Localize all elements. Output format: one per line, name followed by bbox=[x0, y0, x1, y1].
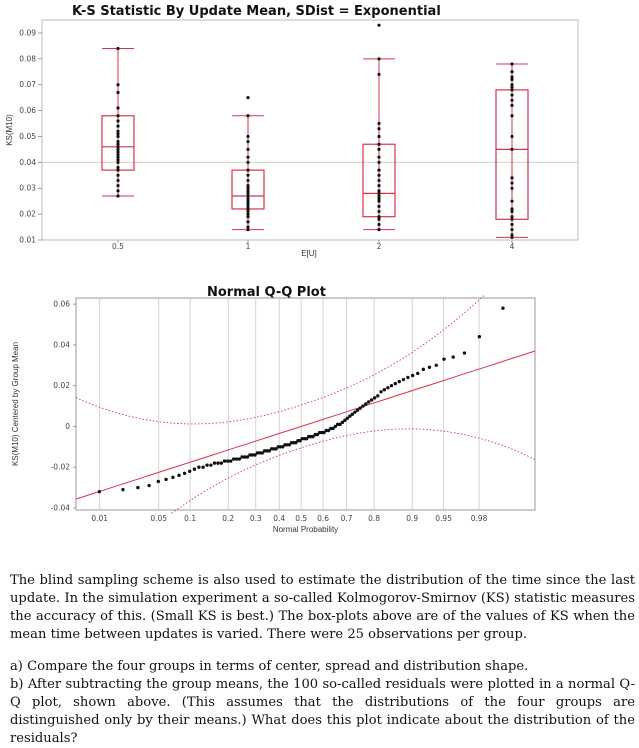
data-point bbox=[376, 394, 379, 397]
data-point bbox=[164, 478, 167, 481]
data-point bbox=[246, 225, 249, 228]
data-point bbox=[147, 484, 150, 487]
y-tick-label: 0.06 bbox=[53, 299, 70, 309]
data-point bbox=[205, 463, 208, 466]
data-point bbox=[238, 457, 241, 460]
data-point bbox=[510, 228, 513, 231]
data-point bbox=[510, 75, 513, 78]
data-point bbox=[116, 174, 119, 177]
data-point bbox=[377, 122, 380, 125]
data-point bbox=[435, 364, 438, 367]
data-point bbox=[216, 461, 219, 464]
data-point bbox=[406, 376, 409, 379]
x-tick-label: 0.05 bbox=[150, 514, 168, 523]
data-point bbox=[116, 47, 119, 50]
data-point bbox=[183, 472, 186, 475]
data-point bbox=[116, 130, 119, 133]
data-point bbox=[428, 366, 431, 369]
data-point bbox=[377, 184, 380, 187]
y-axis-label: KS(M10) Centered by Group Mean bbox=[11, 341, 20, 467]
x-tick-label: 0.7 bbox=[340, 514, 353, 523]
data-point bbox=[501, 306, 504, 309]
x-tick-label: 2 bbox=[376, 242, 382, 251]
data-point bbox=[377, 210, 380, 213]
x-tick-label: 0.95 bbox=[435, 514, 452, 523]
x-tick-label: 0.2 bbox=[222, 514, 235, 523]
data-point bbox=[390, 384, 393, 387]
data-point bbox=[171, 476, 174, 479]
data-point bbox=[223, 459, 226, 462]
data-point bbox=[377, 73, 380, 76]
data-point bbox=[226, 459, 229, 462]
data-point bbox=[116, 179, 119, 182]
data-point bbox=[442, 357, 445, 360]
data-point bbox=[136, 486, 139, 489]
data-point bbox=[116, 91, 119, 94]
data-point bbox=[116, 125, 119, 128]
x-axis-label: E[U] bbox=[301, 249, 317, 258]
data-point bbox=[377, 223, 380, 226]
plot-frame bbox=[42, 20, 578, 240]
x-tick-label: 0.5 bbox=[112, 242, 124, 251]
y-tick-label: -0.04 bbox=[50, 503, 70, 513]
data-point bbox=[373, 396, 376, 399]
data-point bbox=[398, 380, 401, 383]
data-point bbox=[510, 223, 513, 226]
x-tick-label: 0.6 bbox=[317, 514, 330, 523]
data-point bbox=[377, 143, 380, 146]
data-point bbox=[367, 400, 370, 403]
data-point bbox=[121, 488, 124, 491]
data-point bbox=[510, 181, 513, 184]
data-point bbox=[116, 114, 119, 117]
data-point bbox=[510, 83, 513, 86]
data-point bbox=[510, 207, 513, 210]
data-point bbox=[246, 140, 249, 143]
data-point bbox=[157, 480, 160, 483]
upper-confidence-band bbox=[76, 294, 485, 424]
data-point bbox=[377, 127, 380, 130]
y-tick-label: 0.04 bbox=[19, 157, 36, 167]
data-point bbox=[220, 461, 223, 464]
y-tick-label: 0.04 bbox=[53, 340, 70, 350]
data-point bbox=[377, 148, 380, 151]
data-point bbox=[379, 390, 382, 393]
x-tick-label: 0.01 bbox=[91, 514, 109, 523]
boxplot-chart bbox=[0, 0, 639, 268]
data-point bbox=[116, 166, 119, 169]
problem-text bbox=[10, 572, 635, 748]
data-point bbox=[510, 70, 513, 73]
data-point bbox=[377, 228, 380, 231]
qq-plot-title: Normal Q-Q Plot bbox=[207, 285, 326, 300]
data-point bbox=[246, 135, 249, 138]
data-point bbox=[422, 368, 425, 371]
data-point bbox=[510, 93, 513, 96]
data-point bbox=[213, 461, 216, 464]
data-point bbox=[246, 179, 249, 182]
data-point bbox=[188, 470, 191, 473]
y-tick-label: 0.02 bbox=[19, 209, 36, 219]
data-point bbox=[98, 490, 101, 493]
x-tick-label: 0.5 bbox=[295, 514, 308, 523]
y-tick-label: 0.09 bbox=[19, 28, 36, 38]
data-point bbox=[246, 220, 249, 223]
data-point bbox=[116, 119, 119, 122]
data-point bbox=[510, 135, 513, 138]
data-point bbox=[510, 215, 513, 218]
data-point bbox=[510, 176, 513, 179]
data-point bbox=[416, 372, 419, 375]
data-point bbox=[377, 205, 380, 208]
x-tick-label: 0.3 bbox=[249, 514, 262, 523]
data-point bbox=[229, 459, 232, 462]
data-point bbox=[209, 463, 212, 466]
y-tick-label: 0.01 bbox=[19, 235, 36, 245]
fit-line bbox=[76, 351, 535, 499]
data-point bbox=[510, 200, 513, 203]
data-point bbox=[246, 156, 249, 159]
data-point bbox=[510, 62, 513, 65]
x-tick-label: 1 bbox=[245, 242, 251, 251]
y-tick-label: 0.07 bbox=[19, 80, 36, 90]
y-tick-label: 0 bbox=[65, 421, 70, 431]
x-tick-label: 0.8 bbox=[368, 514, 381, 523]
data-point bbox=[246, 96, 249, 99]
qq-plot-chart bbox=[0, 280, 639, 540]
data-point bbox=[116, 83, 119, 86]
data-point bbox=[451, 355, 454, 358]
y-tick-label: 0.02 bbox=[53, 381, 70, 391]
x-tick-label: 0.1 bbox=[184, 514, 197, 523]
data-point bbox=[377, 57, 380, 60]
data-point bbox=[370, 398, 373, 401]
data-point bbox=[411, 374, 414, 377]
data-point bbox=[377, 135, 380, 138]
data-point bbox=[510, 99, 513, 102]
data-point bbox=[463, 351, 466, 354]
data-point bbox=[377, 215, 380, 218]
y-tick-label: 0.03 bbox=[19, 183, 36, 193]
data-point bbox=[246, 184, 249, 187]
data-point bbox=[359, 406, 362, 409]
data-point bbox=[394, 382, 397, 385]
problem-part-a: a) Compare the four groups in terms of center, spread and distribution shape. bbox=[10, 659, 529, 674]
data-point bbox=[197, 465, 200, 468]
data-point bbox=[116, 194, 119, 197]
data-point bbox=[193, 468, 196, 471]
lower-confidence-band bbox=[172, 429, 535, 513]
data-point bbox=[510, 104, 513, 107]
data-point bbox=[116, 189, 119, 192]
y-tick-label: -0.02 bbox=[50, 462, 70, 472]
data-point bbox=[510, 187, 513, 190]
y-tick-label: 0.06 bbox=[19, 106, 36, 116]
data-point bbox=[246, 161, 249, 164]
data-point bbox=[116, 106, 119, 109]
x-axis-label: Normal Probability bbox=[272, 525, 339, 534]
y-tick-label: 0.08 bbox=[19, 54, 36, 64]
data-point bbox=[377, 174, 380, 177]
data-point bbox=[177, 474, 180, 477]
data-point bbox=[377, 156, 380, 159]
data-point bbox=[246, 174, 249, 177]
data-point bbox=[510, 114, 513, 117]
problem-part-b: b) After subtracting the group means, the 100 so-called residuals were plotted in a normal Q-Q plot, shown above. (This assumes that the distributions of the four groups are distinguished only by their means.) What does this plot indicate about the distribution of the residuals? bbox=[10, 677, 635, 746]
data-point bbox=[201, 465, 204, 468]
data-point bbox=[377, 179, 380, 182]
data-point bbox=[377, 24, 380, 27]
x-tick-label: 4 bbox=[509, 242, 515, 251]
data-point bbox=[116, 140, 119, 143]
data-point bbox=[246, 148, 249, 151]
data-point bbox=[364, 402, 367, 405]
data-point bbox=[478, 335, 481, 338]
data-point bbox=[402, 378, 405, 381]
data-point bbox=[246, 169, 249, 172]
boxplot-title: K-S Statistic By Update Mean, SDist = Exponential bbox=[72, 4, 441, 19]
problem-intro: The blind sampling scheme is also used to estimate the distribution of the time since the last update. In the simulation experiment a so-called Kolmogorov-Smirnov (KS) statistic measures the accuracy of this. (Small KS is best.) The box-plots above are of the values of KS when the mean time between updates is varied. There were 25 observations per group. bbox=[10, 573, 635, 642]
data-point bbox=[377, 189, 380, 192]
data-point bbox=[510, 233, 513, 236]
x-tick-label: 0.4 bbox=[273, 514, 286, 523]
data-point bbox=[356, 408, 359, 411]
data-point bbox=[361, 404, 364, 407]
x-tick-label: 0.98 bbox=[470, 514, 488, 523]
data-point bbox=[116, 184, 119, 187]
y-axis-label: KS(M10) bbox=[5, 114, 14, 146]
x-tick-label: 0.9 bbox=[406, 514, 419, 523]
data-point bbox=[510, 148, 513, 151]
data-point bbox=[377, 169, 380, 172]
y-tick-label: 0.05 bbox=[19, 131, 36, 141]
data-point bbox=[377, 161, 380, 164]
data-point bbox=[383, 388, 386, 391]
data-point bbox=[246, 114, 249, 117]
data-point bbox=[386, 386, 389, 389]
